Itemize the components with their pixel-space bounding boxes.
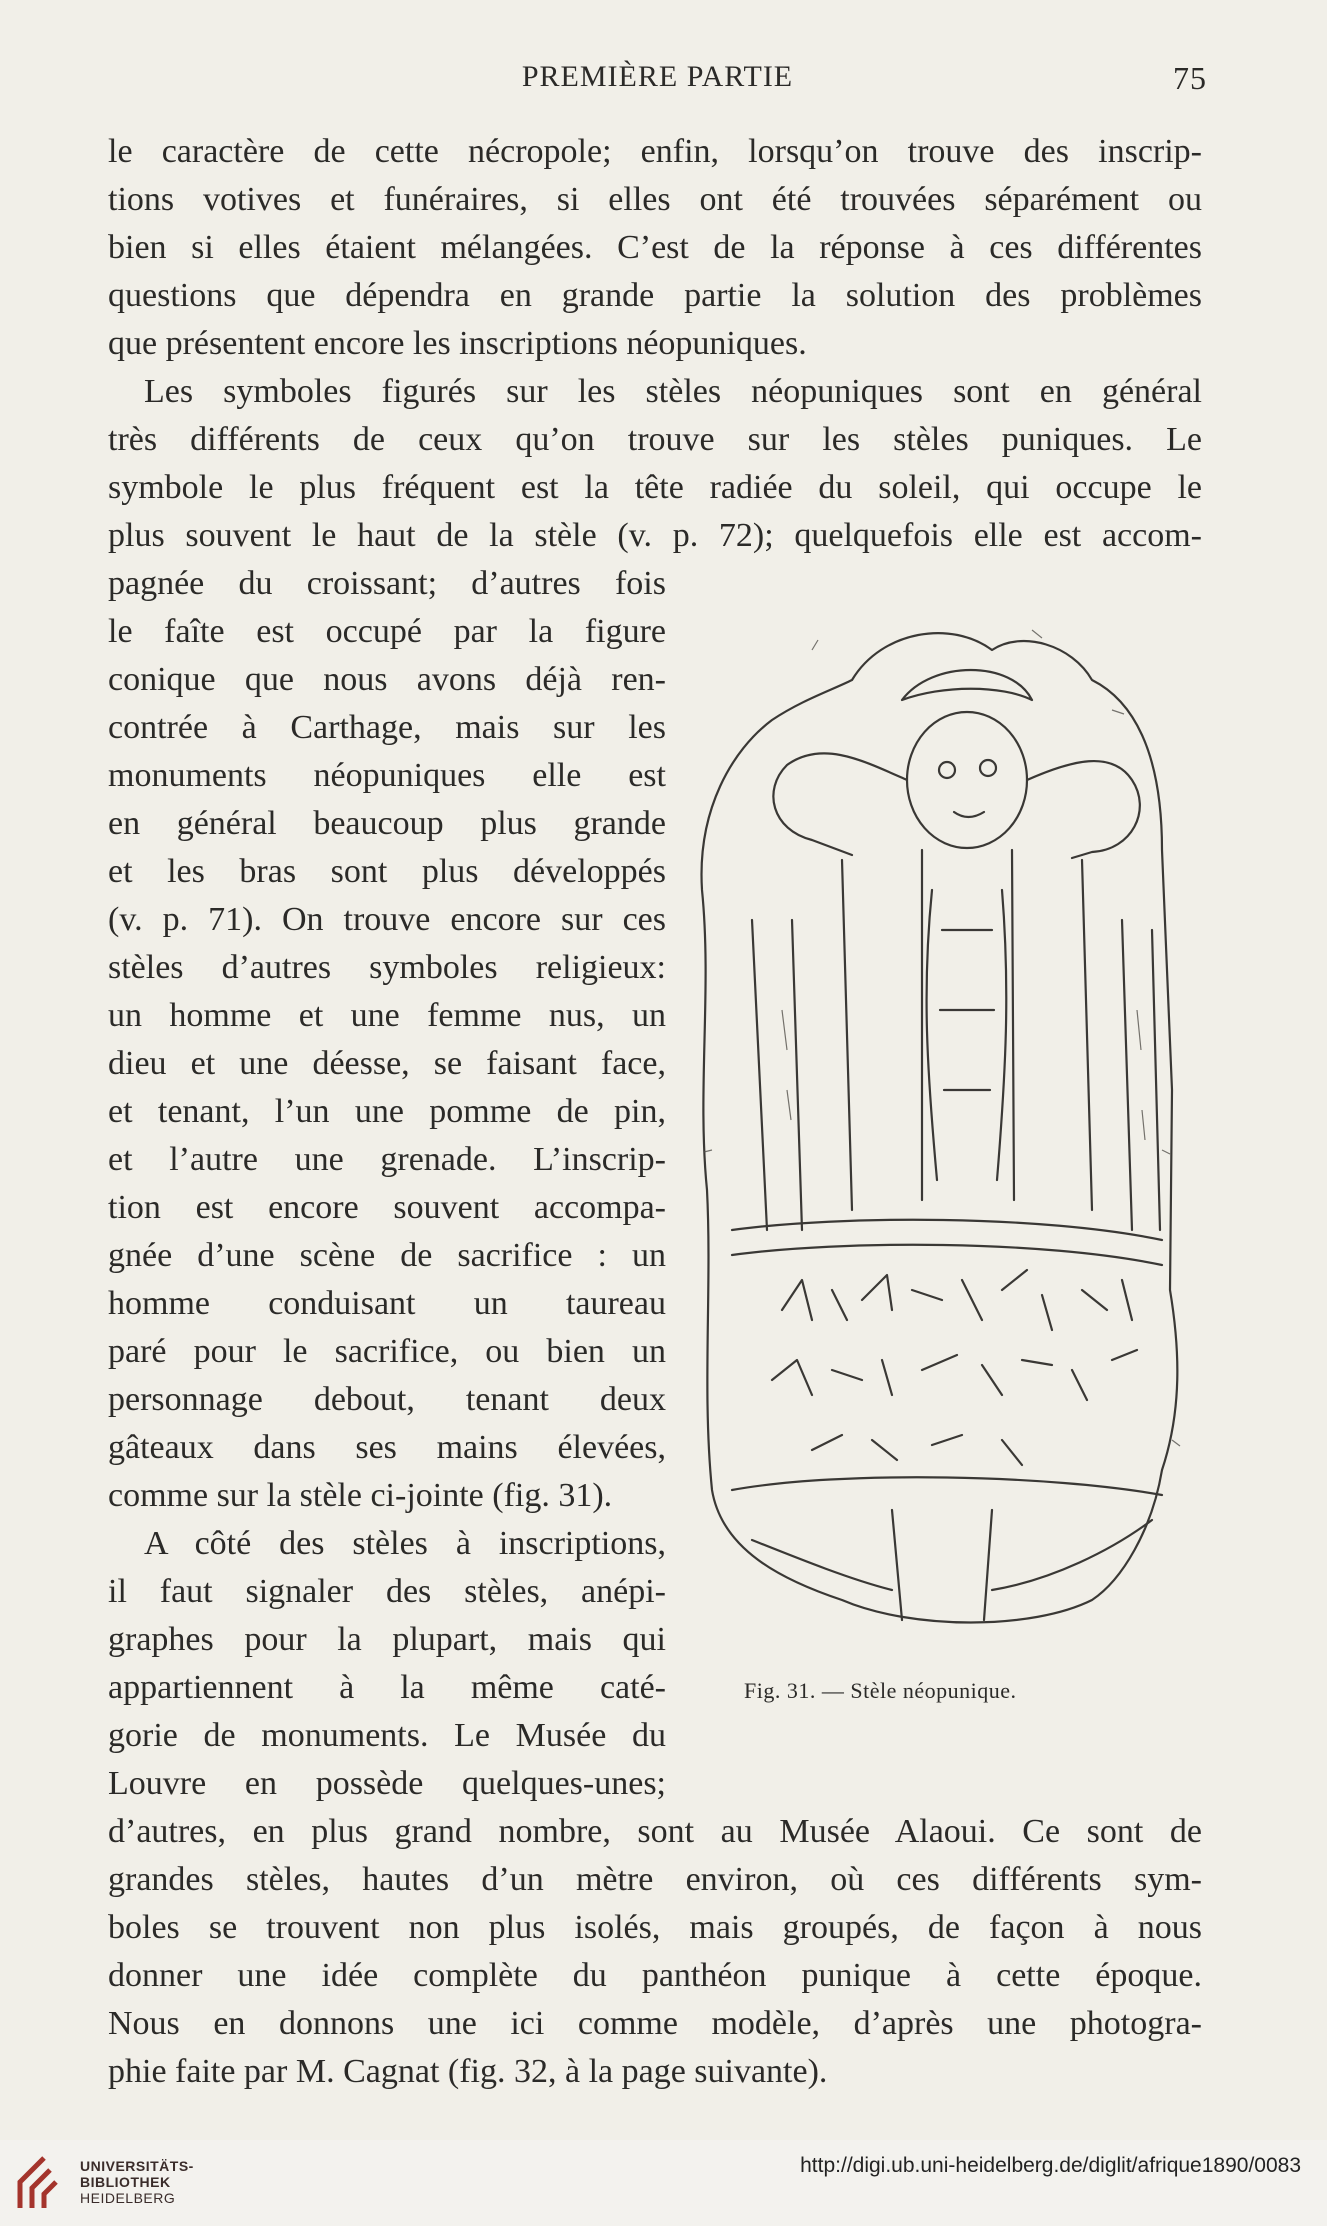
text-line: donner une idée complète du panthéon punique à cette époque. — [108, 1957, 1202, 1994]
library-logo-icon — [14, 2154, 74, 2214]
stele-illustration — [692, 590, 1212, 1660]
text-line: personnage debout, tenant deux — [108, 1381, 666, 1418]
text-line: un homme et une femme nus, un — [108, 997, 666, 1034]
page-number: 75 — [1173, 60, 1207, 96]
library-name — [80, 2158, 194, 2206]
text-line: en général beaucoup plus grande — [108, 805, 666, 842]
text-line: stèles d’autres symboles religieux: — [108, 949, 666, 986]
running-head — [108, 60, 1207, 110]
library-name-line1: UNIVERSITÄTS- — [80, 2158, 194, 2174]
text-line: Les symboles figurés sur les stèles néopuniques sont en général — [144, 373, 1202, 410]
text-line: A côté des stèles à inscriptions, — [144, 1525, 666, 1562]
text-line: que présentent encore les inscriptions néopuniques. — [108, 325, 807, 362]
text-line: tion est encore souvent accompa- — [108, 1189, 666, 1226]
text-line: (v. p. 71). On trouve encore sur ces — [108, 901, 666, 938]
text-line: comme sur la stèle ci-jointe (fig. 31). — [108, 1477, 613, 1514]
text-line: contrée à Carthage, mais sur les — [108, 709, 666, 746]
text-line: très différents de ceux qu’on trouve sur les stèles puniques. Le — [108, 421, 1202, 458]
library-name-line3: HEIDELBERG — [80, 2190, 176, 2206]
source-url[interactable]: http://digi.ub.uni-heidelberg.de/diglit/afrique1890/0083 — [800, 2154, 1301, 2177]
digitization-footer — [0, 2140, 1327, 2226]
text-line: monuments néopuniques elle est — [108, 757, 666, 794]
text-line: paré pour le sacrifice, ou bien un — [108, 1333, 666, 1370]
text-line: symbole le plus fréquent est la tête radiée du soleil, qui occupe le — [108, 469, 1202, 506]
text-line: le caractère de cette nécropole; enfin, lorsqu’on trouve des inscrip- — [108, 133, 1202, 170]
text-line: questions que dépendra en grande partie la solution des problèmes — [108, 277, 1202, 314]
text-line: tions votives et funéraires, si elles ont été trouvées séparément ou — [108, 181, 1202, 218]
text-line: il faut signaler des stèles, anépi- — [108, 1573, 666, 1610]
text-line: et tenant, l’un une pomme de pin, — [108, 1093, 666, 1130]
text-line: le faîte est occupé par la figure — [108, 613, 666, 650]
text-line: pagnée du croissant; d’autres fois — [108, 565, 666, 602]
text-line: bien si elles étaient mélangées. C’est de la réponse à ces différentes — [108, 229, 1202, 266]
text-line: graphes pour la plupart, mais qui — [108, 1621, 666, 1658]
text-line: gâteaux dans ses mains élevées, — [108, 1429, 666, 1466]
text-line: dieu et une déesse, se faisant face, — [108, 1045, 666, 1082]
text-line: boles se trouvent non plus isolés, mais groupés, de façon à nous — [108, 1909, 1202, 1946]
figure-caption: Fig. 31. — Stèle néopunique. — [744, 1678, 1017, 1703]
stele-drawing — [692, 590, 1212, 1660]
text-line: conique que nous avons déjà ren- — [108, 661, 666, 698]
text-line: d’autres, en plus grand nombre, sont au Musée Alaoui. Ce sont de — [108, 1813, 1202, 1850]
running-title: PREMIÈRE PARTIE — [521, 60, 794, 93]
text-line: Nous en donnons une ici comme modèle, d’après une photogra- — [108, 2005, 1202, 2042]
text-line: phie faite par M. Cagnat (fig. 32, à la page suivante). — [108, 2053, 828, 2090]
text-line: et l’autre une grenade. L’inscrip- — [108, 1141, 666, 1178]
text-line: Louvre en possède quelques-unes; — [108, 1765, 666, 1802]
library-name-line2: BIBLIOTHEK — [80, 2174, 171, 2190]
text-line: et les bras sont plus développés — [108, 853, 666, 890]
text-line: appartiennent à la même caté- — [108, 1669, 666, 1706]
text-line: gnée d’une scène de sacrifice : un — [108, 1237, 666, 1274]
text-line: plus souvent le haut de la stèle (v. p. 72); quelquefois elle est accom- — [108, 517, 1202, 554]
text-line: homme conduisant un taureau — [108, 1285, 666, 1322]
text-line: grandes stèles, hautes d’un mètre environ, où ces différents sym- — [108, 1861, 1202, 1898]
text-line: gorie de monuments. Le Musée du — [108, 1717, 666, 1754]
